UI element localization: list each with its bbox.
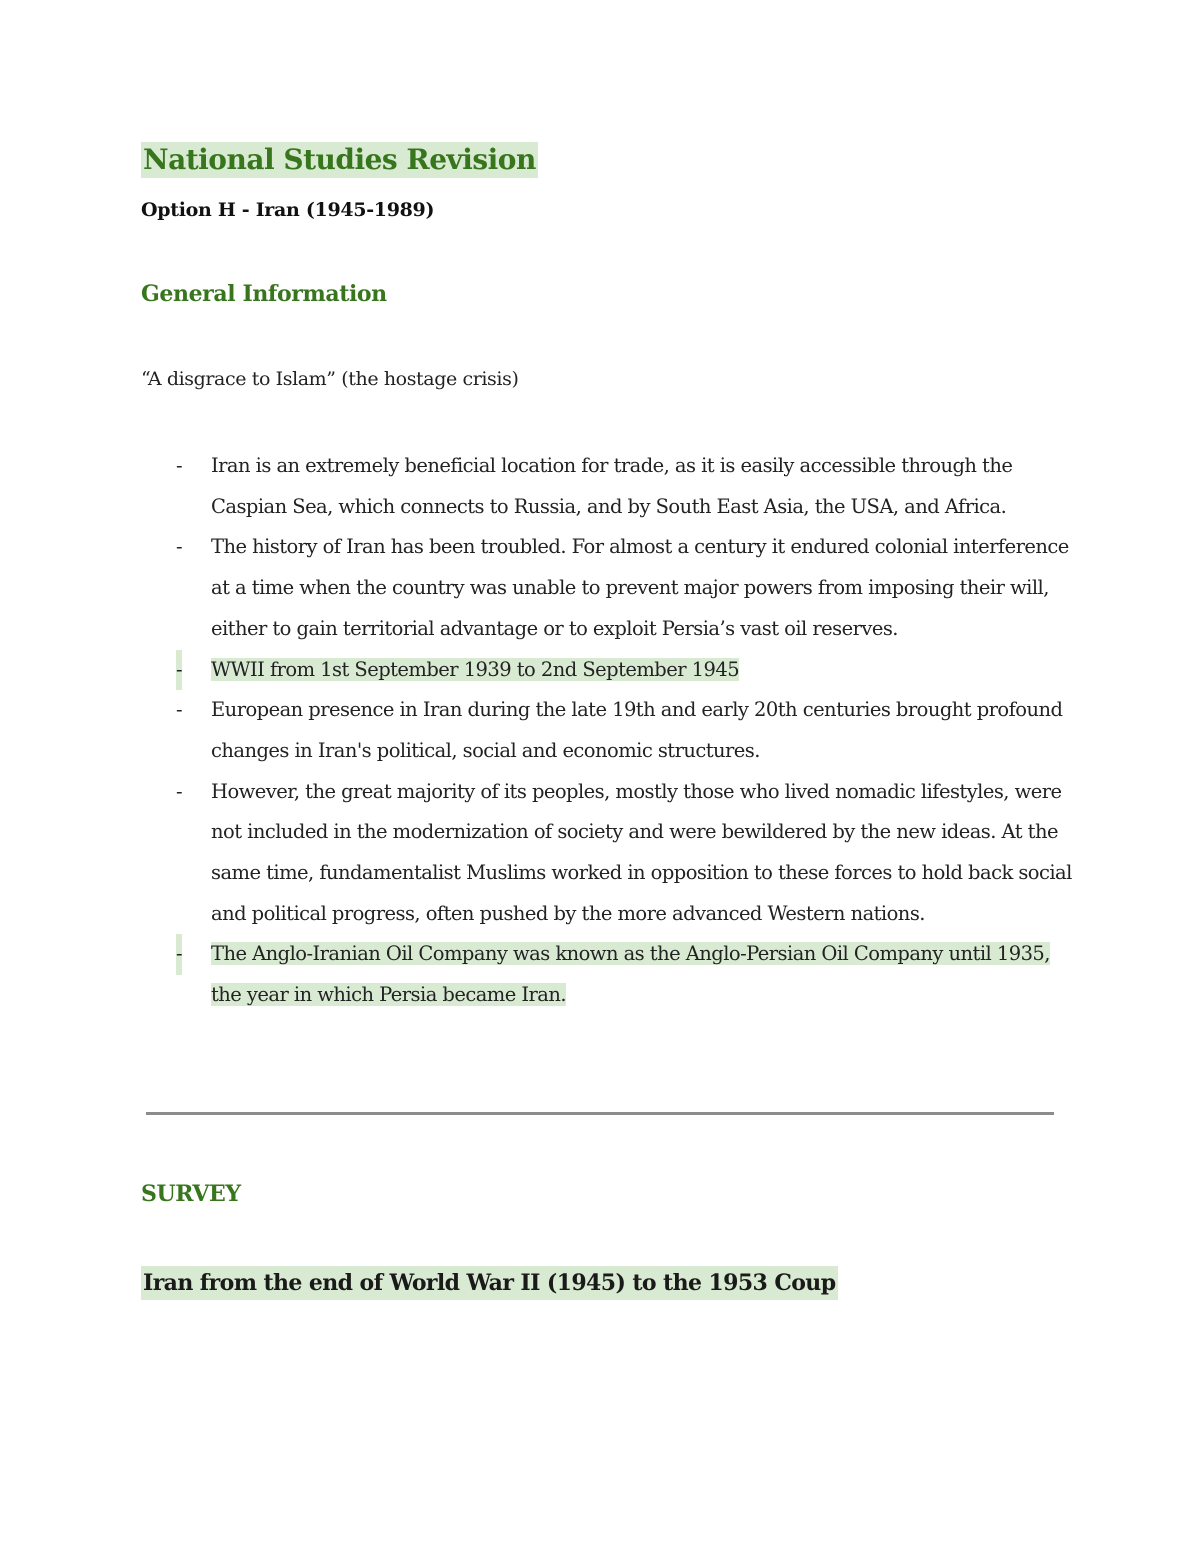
document-subtitle: Option H - Iran (1945-1989) xyxy=(141,199,435,221)
bullet-text: WWII from 1st September 1939 to 2nd September 1945 xyxy=(211,657,740,681)
bullet-text: Iran is an extremely beneficial location for trade, as it is easily accessible through the Caspian Sea, which connects to Russia, and by South East Asia, the USA, and Africa. xyxy=(211,454,1013,518)
bullet-text: However, the great majority of its peoples, mostly those who lived nomadic lifestyles, were not included in the modernization of society and were bewildered by the new ideas. At the same time, fundamentalist Muslims worked in opposition to these forces to hold back social and political progress, often pushed by the more advanced Western nations. xyxy=(211,779,1072,925)
section-heading-survey: SURVEY xyxy=(141,1181,241,1207)
quote-line: “A disgrace to Islam” (the hostage crisis) xyxy=(141,368,519,390)
bullet-item xyxy=(176,690,1076,771)
bullet-dash: - xyxy=(176,779,183,803)
bullet-dash: - xyxy=(176,454,183,477)
bullet-dash: - xyxy=(176,650,182,691)
bullet-dash: - xyxy=(176,934,182,975)
bullet-dash: - xyxy=(176,698,183,722)
bullet-text: The Anglo-Iranian Oil Company was known as the Anglo-Persian Oil Company until 1935, the year in which Persia became Iran. xyxy=(211,942,1050,1007)
bullet-item xyxy=(176,650,1076,691)
bullet-text: European presence in Iran during the late 19th and early 20th centuries brought profound changes in Iran's political, social and economic structures. xyxy=(211,698,1063,762)
bullet-item xyxy=(176,446,1076,527)
bullet-item xyxy=(176,772,1076,935)
bullet-dash: - xyxy=(176,535,183,559)
bullet-item xyxy=(176,934,1076,1015)
horizontal-rule xyxy=(146,1112,1054,1115)
bullet-text: The history of Iran has been troubled. For almost a century it endured colonial interference at a time when the country was unable to prevent major powers from imposing their will, either to gain territorial advantage or to exploit Persia’s vast oil reserves. xyxy=(211,535,1069,640)
bullet-item xyxy=(176,527,1076,649)
document-title: National Studies Revision xyxy=(143,143,536,176)
section-heading-general: General Information xyxy=(141,281,387,307)
bullet-list xyxy=(176,446,1076,1016)
survey-subheading: Iran from the end of World War II (1945) to the 1953 Coup xyxy=(141,1266,838,1300)
